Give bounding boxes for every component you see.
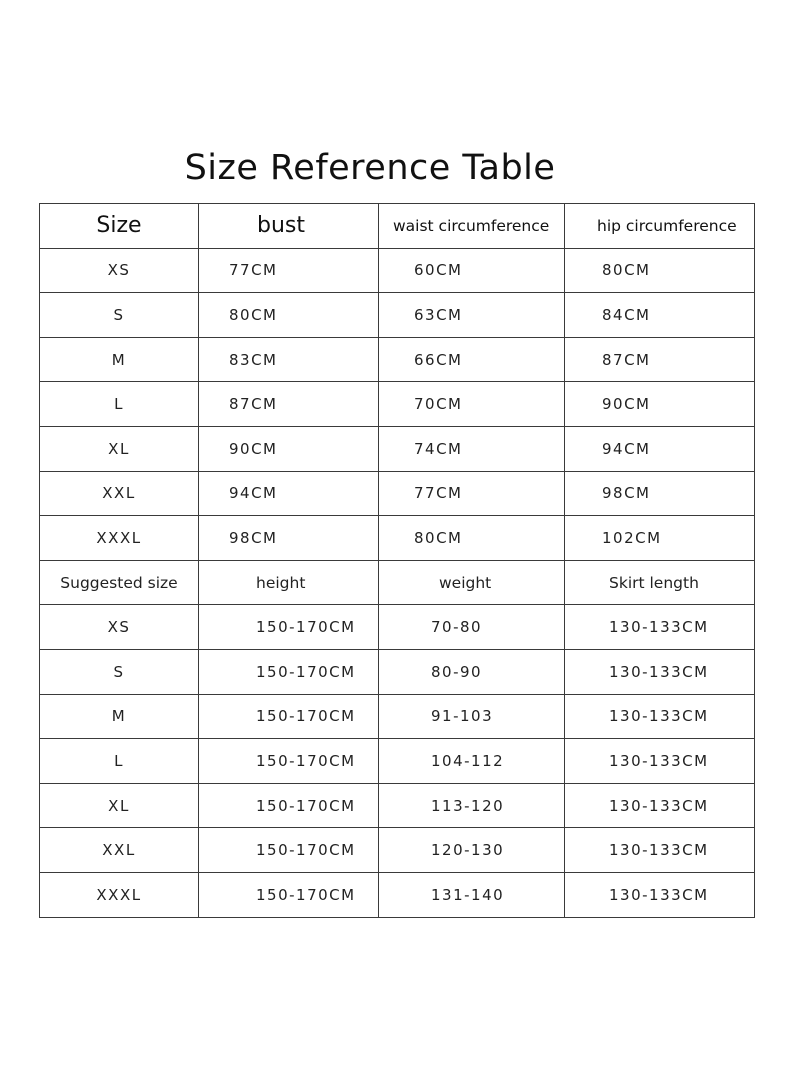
weight-cell: 70-80 <box>379 605 565 650</box>
column-header-skirt-length: Skirt length <box>565 560 755 605</box>
waist-cell: 80CM <box>379 516 565 561</box>
size-cell: XXL <box>40 828 199 873</box>
height-cell: 150-170CM <box>199 649 379 694</box>
size-reference-table <box>39 203 755 918</box>
skirt-length-cell: 130-133CM <box>565 605 755 650</box>
table-row <box>40 605 755 650</box>
bust-cell: 94CM <box>199 471 379 516</box>
column-header-bust: bust <box>199 204 379 249</box>
size-cell: XS <box>40 605 199 650</box>
table-row <box>40 248 755 293</box>
hip-cell: 80CM <box>565 248 755 293</box>
table-row <box>40 426 755 471</box>
column-header-waist: waist circumference <box>379 204 565 249</box>
bust-cell: 80CM <box>199 293 379 338</box>
size-cell: XS <box>40 248 199 293</box>
hip-cell: 102CM <box>565 516 755 561</box>
column-header-weight: weight <box>379 560 565 605</box>
height-cell: 150-170CM <box>199 783 379 828</box>
suggestions-section <box>40 560 755 917</box>
column-header-hip: hip circumference <box>565 204 755 249</box>
page-title: Size Reference Table <box>184 148 556 188</box>
column-header-size: Size <box>40 204 199 249</box>
bust-cell: 98CM <box>199 516 379 561</box>
size-cell: L <box>40 739 199 784</box>
skirt-length-cell: 130-133CM <box>565 783 755 828</box>
weight-cell: 131-140 <box>379 872 565 917</box>
height-cell: 150-170CM <box>199 828 379 873</box>
waist-cell: 74CM <box>379 426 565 471</box>
table-row <box>40 337 755 382</box>
hip-cell: 90CM <box>565 382 755 427</box>
table-row <box>40 783 755 828</box>
waist-cell: 77CM <box>379 471 565 516</box>
size-cell: XL <box>40 783 199 828</box>
waist-cell: 66CM <box>379 337 565 382</box>
skirt-length-cell: 130-133CM <box>565 872 755 917</box>
weight-cell: 113-120 <box>379 783 565 828</box>
table-row <box>40 828 755 873</box>
table-row <box>40 739 755 784</box>
size-cell: XL <box>40 426 199 471</box>
size-cell: L <box>40 382 199 427</box>
skirt-length-cell: 130-133CM <box>565 694 755 739</box>
column-header-height: height <box>199 560 379 605</box>
table-row <box>40 471 755 516</box>
size-cell: XXXL <box>40 516 199 561</box>
bust-cell: 77CM <box>199 248 379 293</box>
measurements-section <box>40 204 755 561</box>
table-row <box>40 293 755 338</box>
skirt-length-cell: 130-133CM <box>565 649 755 694</box>
hip-cell: 98CM <box>565 471 755 516</box>
bust-cell: 83CM <box>199 337 379 382</box>
size-cell: M <box>40 694 199 739</box>
measurements-header-row <box>40 204 755 249</box>
weight-cell: 104-112 <box>379 739 565 784</box>
table-row <box>40 382 755 427</box>
size-cell: S <box>40 293 199 338</box>
table-row <box>40 516 755 561</box>
bust-cell: 87CM <box>199 382 379 427</box>
waist-cell: 60CM <box>379 248 565 293</box>
hip-cell: 84CM <box>565 293 755 338</box>
height-cell: 150-170CM <box>199 694 379 739</box>
size-cell: S <box>40 649 199 694</box>
table-row <box>40 872 755 917</box>
height-cell: 150-170CM <box>199 739 379 784</box>
column-header-suggested-size: Suggested size <box>40 560 199 605</box>
table-row <box>40 649 755 694</box>
height-cell: 150-170CM <box>199 872 379 917</box>
table-row <box>40 694 755 739</box>
waist-cell: 70CM <box>379 382 565 427</box>
suggestions-header-row <box>40 560 755 605</box>
skirt-length-cell: 130-133CM <box>565 828 755 873</box>
size-cell: M <box>40 337 199 382</box>
waist-cell: 63CM <box>379 293 565 338</box>
size-cell: XXXL <box>40 872 199 917</box>
hip-cell: 94CM <box>565 426 755 471</box>
hip-cell: 87CM <box>565 337 755 382</box>
height-cell: 150-170CM <box>199 605 379 650</box>
size-cell: XXL <box>40 471 199 516</box>
weight-cell: 120-130 <box>379 828 565 873</box>
weight-cell: 80-90 <box>379 649 565 694</box>
skirt-length-cell: 130-133CM <box>565 739 755 784</box>
weight-cell: 91-103 <box>379 694 565 739</box>
bust-cell: 90CM <box>199 426 379 471</box>
